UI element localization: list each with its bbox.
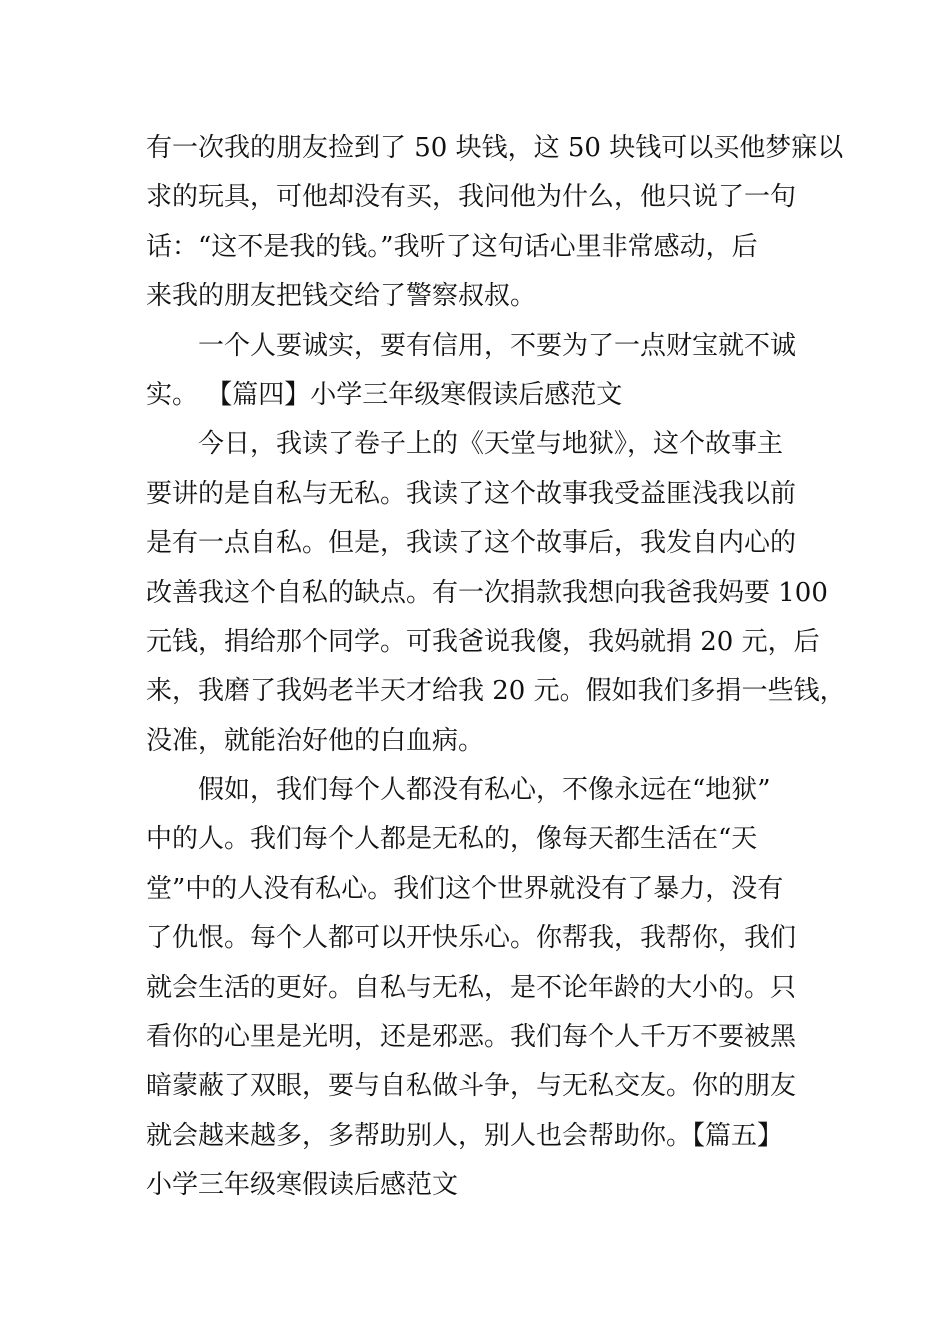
text-line: 话：“这不是我的钱。”我听了这句话心里非常感动，后 — [146, 231, 758, 262]
text-line: 元钱，捐给那个同学。可我爸说我傻，我妈就捐 20 元，后 — [146, 626, 820, 657]
text-line: 是有一点自私。但是，我读了这个故事后，我发自内心的 — [146, 528, 797, 559]
section-heading-line: 小学三年级寒假读后感范文 — [146, 1170, 459, 1201]
text-line: 堂”中的人没有私心。我们这个世界就没有了暴力，没有 — [146, 873, 784, 904]
text-line: 中的人。我们每个人都是无私的，像每天都生活在“天 — [146, 824, 758, 855]
text-line: 假如，我们每个人都没有私心，不像永远在“地狱” — [198, 775, 771, 806]
text-line: 了仇恨。每个人都可以开快乐心。你帮我，我帮你，我们 — [146, 923, 797, 954]
section-heading-line: 实。 【篇四】小学三年级寒假读后感范文 — [146, 379, 623, 410]
text-line: 没准，就能治好他的白血病。 — [146, 725, 485, 756]
text-line: 就会生活的更好。自私与无私，是不论年龄的大小的。只 — [146, 972, 797, 1003]
body-text — [146, 124, 846, 1211]
text-line: 来，我磨了我妈老半天才给我 20 元。假如我们多捐一些钱， — [146, 676, 846, 707]
text-line: 求的玩具，可他却没有买，我问他为什么，他只说了一句 — [146, 182, 797, 213]
text-line: 一个人要诚实，要有信用，不要为了一点财宝就不诚 — [198, 330, 797, 361]
text-line: 要讲的是自私与无私。我读了这个故事我受益匪浅我以前 — [146, 478, 797, 509]
text-line: 暗蒙蔽了双眼，要与自私做斗争，与无私交友。你的朋友 — [146, 1071, 797, 1102]
text-line: 来我的朋友把钱交给了警察叔叔。 — [146, 281, 537, 312]
text-line: 看你的心里是光明，还是邪恶。我们每个人千万不要被黑 — [146, 1022, 797, 1053]
text-line: 今日，我读了卷子上的《天堂与地狱》，这个故事主 — [198, 429, 784, 460]
text-line: 就会越来越多，多帮助别人，别人也会帮助你。【篇五】 — [146, 1120, 784, 1151]
text-line: 改善我这个自私的缺点。有一次捐款我想向我爸我妈要 100 — [146, 577, 828, 608]
text-line: 有一次我的朋友捡到了 50 块钱，这 50 块钱可以买他梦寐以 — [146, 133, 844, 163]
